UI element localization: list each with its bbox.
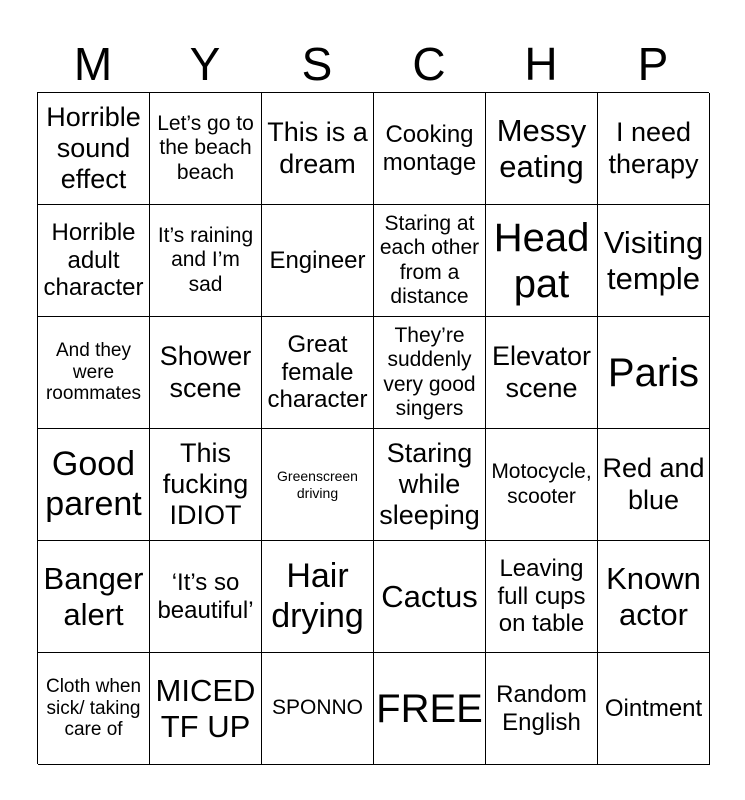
- cell-text: This fucking IDIOT: [162, 437, 249, 531]
- cell-text: Leaving full cups on table: [497, 555, 586, 638]
- cell-text: Staring at each other from a distance: [379, 212, 480, 308]
- cell-text: Known actor: [606, 560, 701, 632]
- bingo-cell[interactable]: [38, 93, 150, 205]
- header-letter-5: H: [524, 38, 558, 90]
- bingo-cell[interactable]: [262, 653, 374, 765]
- bingo-cell[interactable]: [38, 541, 150, 653]
- bingo-cell[interactable]: [486, 205, 598, 317]
- cell-text: Cactus: [381, 578, 478, 614]
- cell-text: They’re suddenly very good singers: [383, 324, 476, 420]
- bingo-cell[interactable]: [374, 205, 486, 317]
- bingo-cell[interactable]: [598, 653, 710, 765]
- header-letter-4: C: [412, 38, 446, 90]
- bingo-cell[interactable]: [598, 541, 710, 653]
- bingo-cell[interactable]: [150, 317, 262, 429]
- bingo-cell[interactable]: [374, 317, 486, 429]
- bingo-cell[interactable]: [374, 541, 486, 653]
- bingo-cell[interactable]: [374, 93, 486, 205]
- free-space-cell[interactable]: [374, 653, 486, 765]
- cell-text: And they were roommates: [45, 339, 142, 405]
- bingo-cell[interactable]: [150, 653, 262, 765]
- cell-text: Great female character: [267, 331, 368, 414]
- bingo-cell[interactable]: [486, 541, 598, 653]
- bingo-cell[interactable]: [150, 429, 262, 541]
- bingo-cell[interactable]: [598, 317, 710, 429]
- bingo-cell[interactable]: [262, 93, 374, 205]
- cell-text: Ointment: [604, 694, 703, 722]
- header-letter-3: S: [301, 38, 333, 90]
- cell-text: Engineer: [269, 246, 366, 274]
- cell-text: Messy eating: [496, 112, 587, 184]
- cell-text: MICED TF UP: [155, 672, 256, 744]
- bingo-cell[interactable]: [38, 205, 150, 317]
- bingo-cell[interactable]: [262, 541, 374, 653]
- cell-text: Greenscreen driving: [277, 468, 358, 501]
- cell-text: Shower scene: [159, 341, 252, 403]
- cell-text: Head pat: [493, 215, 590, 306]
- cell-text: Visiting temple: [603, 224, 704, 296]
- header-letter-2: Y: [189, 38, 221, 90]
- bingo-cell[interactable]: [38, 429, 150, 541]
- bingo-cell[interactable]: [598, 93, 710, 205]
- cell-text: Motocycle, scooter: [491, 460, 592, 508]
- cell-text: Horrible sound effect: [46, 101, 141, 195]
- bingo-header: [37, 36, 709, 92]
- header-letter-6: P: [637, 38, 669, 90]
- bingo-cell[interactable]: [150, 93, 262, 205]
- bingo-cell[interactable]: [262, 317, 374, 429]
- bingo-cell[interactable]: [598, 205, 710, 317]
- free-space-text: FREE: [376, 686, 483, 731]
- bingo-cell[interactable]: [486, 429, 598, 541]
- cell-text: Cloth when sick/ taking care of: [45, 675, 142, 741]
- cell-text: Elevator scene: [491, 341, 592, 403]
- cell-text: Good parent: [45, 445, 142, 523]
- cell-text: It’s raining and I’m sad: [157, 224, 254, 296]
- cell-text: Paris: [607, 350, 700, 395]
- cell-text: SPONNO: [271, 696, 363, 720]
- bingo-cell[interactable]: [262, 205, 374, 317]
- cell-text: Red and blue: [602, 453, 705, 515]
- cell-text: Hair drying: [271, 557, 364, 635]
- bingo-cell[interactable]: [374, 429, 486, 541]
- bingo-cell[interactable]: [38, 317, 150, 429]
- bingo-grid: [37, 92, 709, 764]
- bingo-cell[interactable]: [150, 205, 262, 317]
- bingo-cell[interactable]: [150, 541, 262, 653]
- bingo-cell[interactable]: [262, 429, 374, 541]
- bingo-cell[interactable]: [598, 429, 710, 541]
- cell-text: This is a dream: [267, 117, 368, 179]
- cell-text: Banger alert: [43, 560, 144, 632]
- cell-text: Cooking montage: [382, 120, 477, 176]
- cell-text: I need therapy: [608, 117, 699, 179]
- cell-text: Random English: [496, 680, 587, 736]
- bingo-cell[interactable]: [486, 317, 598, 429]
- header-letter-1: M: [73, 38, 113, 90]
- cell-text: ‘It’s so beautiful’: [157, 568, 254, 624]
- bingo-cell[interactable]: [38, 653, 150, 765]
- cell-text: Staring while sleeping: [379, 437, 480, 531]
- cell-text: Horrible adult character: [43, 219, 144, 302]
- bingo-cell[interactable]: [486, 653, 598, 765]
- cell-text: Let’s go to the beach beach: [157, 112, 254, 184]
- bingo-cell[interactable]: [486, 93, 598, 205]
